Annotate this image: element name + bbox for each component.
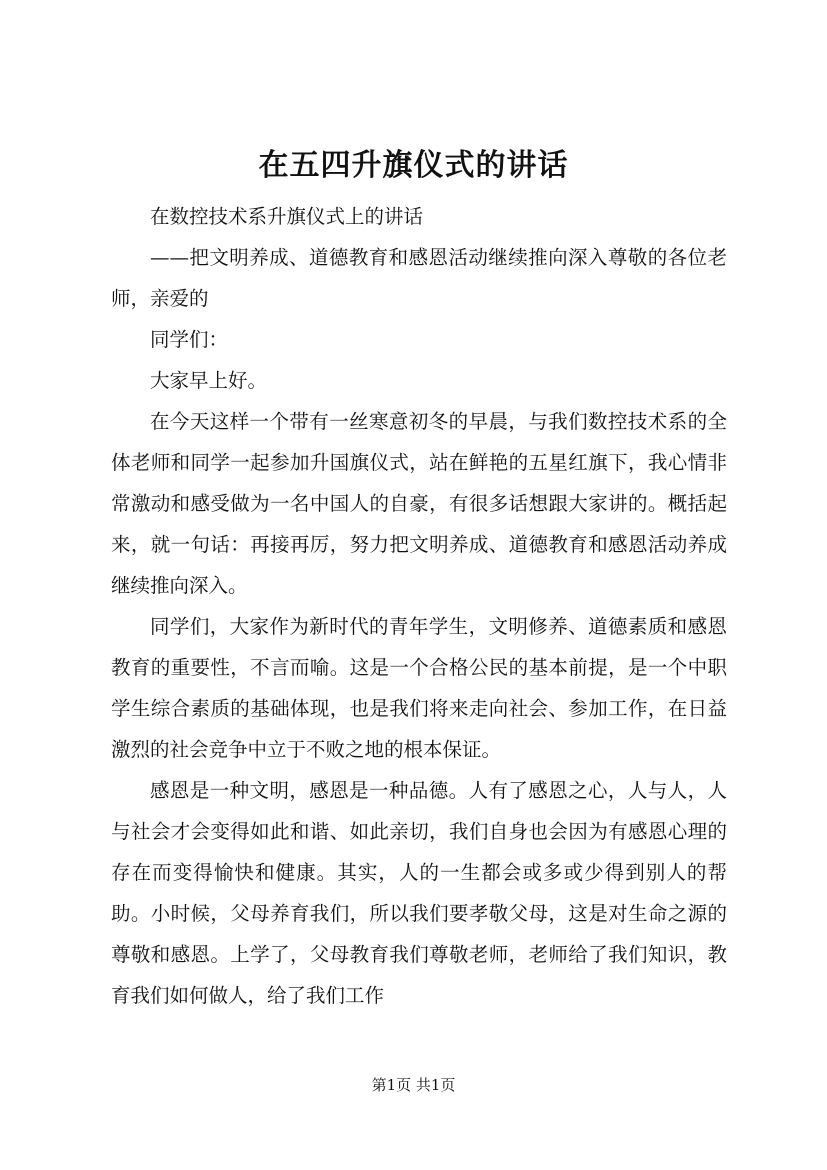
paragraph-theme: ——把文明养成、道德教育和感恩活动继续推向深入尊敬的各位老师，亲爱的 bbox=[111, 246, 727, 310]
paragraph-gratitude: 感恩是一种文明，感恩是一种品德。人有了感恩之心，人与人，人与社会才会变得如此和谐、如此亲切，我们自身也会因为有感恩心理的存在而变得愉快和健康。其实，人的一生都会或多或少得到别人的帮助。小时候，父母养育我们，所以我们要孝敬父母，这是对生命之源的尊敬和感恩。上学了，父母教育我们尊敬老师，老师给了我们知识，教育我们如何做人，给了我们工作 bbox=[111, 779, 727, 1007]
paragraph-intro: 在今天这样一个带有一丝寒意初冬的早晨，与我们数控技术系的全体老师和同学一起参加升国旗仪式，站在鲜艳的五星红旗下，我心情非常激动和感受做为一名中国人的自豪，有很多话想跟大家讲的。概括起来，就一句话：再接再厉，努力把文明养成、道德教育和感恩活动养成继续推向深入。 bbox=[111, 410, 727, 597]
paragraph-importance: 同学们，大家作为新时代的青年学生，文明修养、道德素质和感恩教育的重要性，不言而喻。这是一个合格公民的基本前提，是一个中职学生综合素质的基础体现，也是我们将来走向社会、参加工作，在日益激烈的社会竞争中立于不败之地的根本保证。 bbox=[111, 615, 727, 761]
paragraph-subtitle: 在数控技术系升旗仪式上的讲话 bbox=[150, 205, 424, 228]
document-body bbox=[111, 196, 727, 1016]
document-title: 在五四升旗仪式的讲话 bbox=[258, 148, 569, 183]
page-number: 第1页 共1页 bbox=[371, 1076, 456, 1094]
paragraph-greeting: 大家早上好。 bbox=[150, 369, 268, 392]
paragraph-salutation: 同学们： bbox=[150, 328, 229, 351]
